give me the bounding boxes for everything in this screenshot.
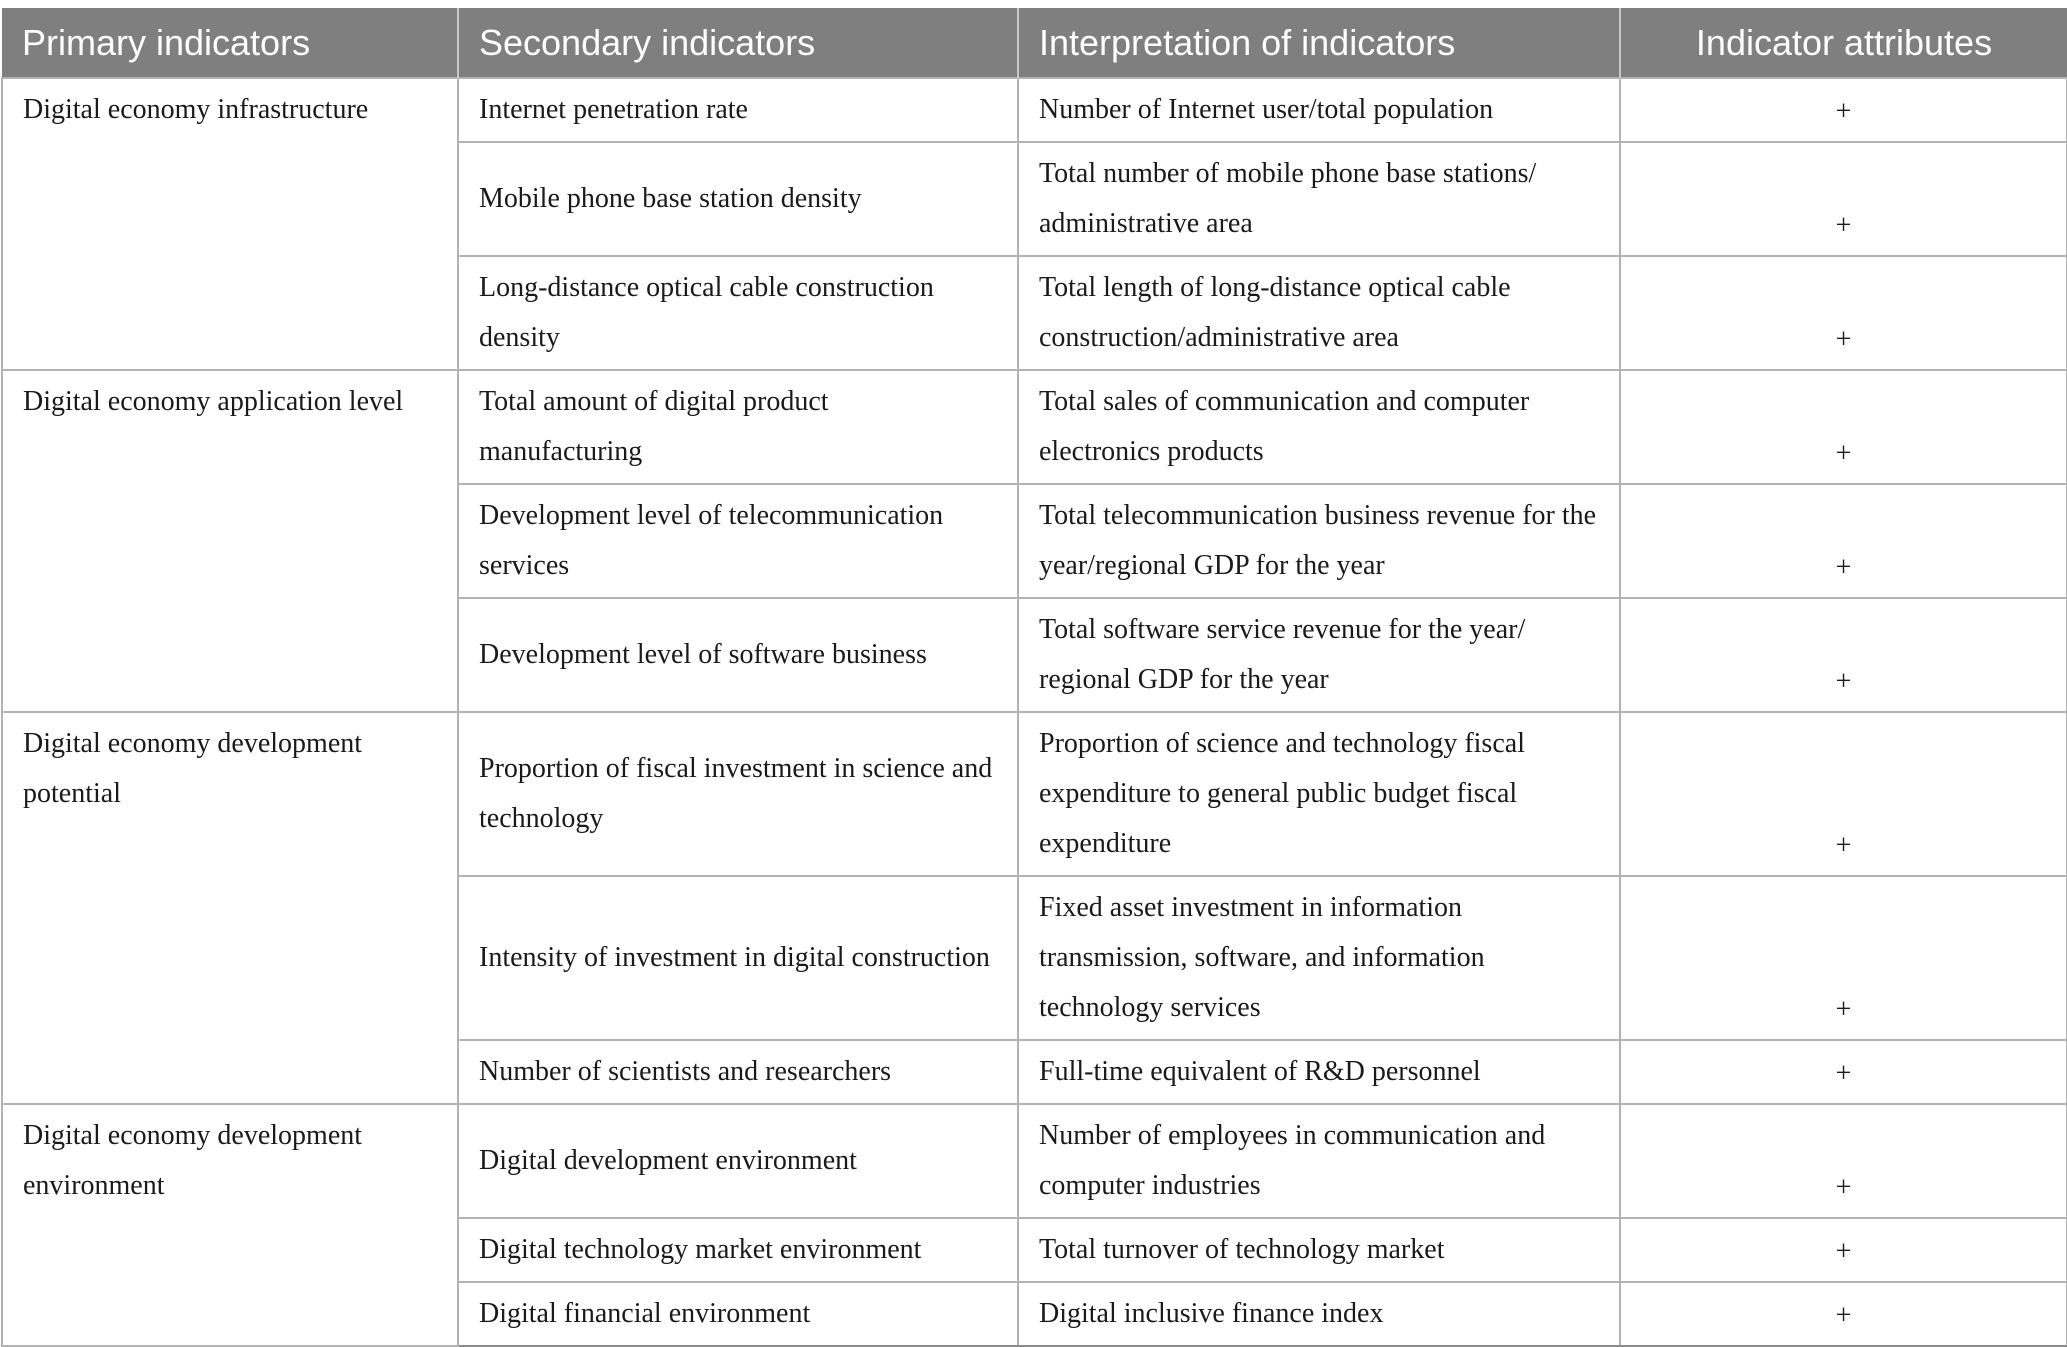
secondary-indicator-cell: Digital technology market environment <box>458 1218 1018 1282</box>
attribute-cell: + <box>1620 1218 2067 1282</box>
secondary-indicator-cell: Digital development environment <box>458 1104 1018 1218</box>
primary-indicator-cell: Digital economy development environment <box>2 1104 458 1346</box>
secondary-indicator-cell: Mobile phone base station density <box>458 142 1018 256</box>
attribute-cell: + <box>1620 712 2067 876</box>
interpretation-cell: Digital inclusive finance index <box>1018 1282 1620 1346</box>
attribute-cell: + <box>1620 1040 2067 1104</box>
primary-indicator-cell: Digital economy infrastructure <box>2 78 458 370</box>
interpretation-cell: Total telecommunication business revenue for the year/regional GDP for the year <box>1018 484 1620 598</box>
secondary-indicator-cell: Long-distance optical cable construction density <box>458 256 1018 370</box>
interpretation-cell: Fixed asset investment in information transmission, software, and information technology services <box>1018 876 1620 1040</box>
interpretation-cell: Full-time equivalent of R&D personnel <box>1018 1040 1620 1104</box>
interpretation-cell: Total turnover of technology market <box>1018 1218 1620 1282</box>
interpretation-cell: Total length of long-distance optical cable construction/administrative area <box>1018 256 1620 370</box>
attribute-cell: + <box>1620 1282 2067 1346</box>
header-indicator-attributes: Indicator attributes <box>1620 8 2067 78</box>
table-row <box>2 712 2067 876</box>
attribute-cell: + <box>1620 484 2067 598</box>
secondary-indicator-cell: Development level of telecommunication services <box>458 484 1018 598</box>
interpretation-cell: Number of Internet user/total population <box>1018 78 1620 142</box>
interpretation-cell: Total number of mobile phone base stations/ administrative area <box>1018 142 1620 256</box>
secondary-indicator-cell: Development level of software business <box>458 598 1018 712</box>
secondary-indicator-cell: Internet penetration rate <box>458 78 1018 142</box>
attribute-cell: + <box>1620 142 2067 256</box>
header-interpretation: Interpretation of indicators <box>1018 8 1620 78</box>
header-secondary-indicators: Secondary indicators <box>458 8 1018 78</box>
attribute-cell: + <box>1620 256 2067 370</box>
indicator-table <box>1 8 2067 1347</box>
interpretation-cell: Proportion of science and technology fiscal expenditure to general public budget fiscal expenditure <box>1018 712 1620 876</box>
table-row <box>2 370 2067 484</box>
header-primary-indicators: Primary indicators <box>2 8 458 78</box>
table-row <box>2 78 2067 142</box>
table-body <box>2 78 2067 1346</box>
attribute-cell: + <box>1620 876 2067 1040</box>
indicator-table-container <box>0 8 2067 1347</box>
interpretation-cell: Total sales of communication and computer electronics products <box>1018 370 1620 484</box>
attribute-cell: + <box>1620 598 2067 712</box>
attribute-cell: + <box>1620 1104 2067 1218</box>
secondary-indicator-cell: Digital financial environment <box>458 1282 1018 1346</box>
interpretation-cell: Total software service revenue for the year/ regional GDP for the year <box>1018 598 1620 712</box>
secondary-indicator-cell: Total amount of digital product manufacturing <box>458 370 1018 484</box>
table-header <box>2 8 2067 78</box>
table-row <box>2 1104 2067 1218</box>
attribute-cell: + <box>1620 370 2067 484</box>
secondary-indicator-cell: Intensity of investment in digital construction <box>458 876 1018 1040</box>
interpretation-cell: Number of employees in communication and computer industries <box>1018 1104 1620 1218</box>
primary-indicator-cell: Digital economy development potential <box>2 712 458 1104</box>
header-row <box>2 8 2067 78</box>
secondary-indicator-cell: Proportion of fiscal investment in science and technology <box>458 712 1018 876</box>
attribute-cell: + <box>1620 78 2067 142</box>
primary-indicator-cell: Digital economy application level <box>2 370 458 712</box>
secondary-indicator-cell: Number of scientists and researchers <box>458 1040 1018 1104</box>
